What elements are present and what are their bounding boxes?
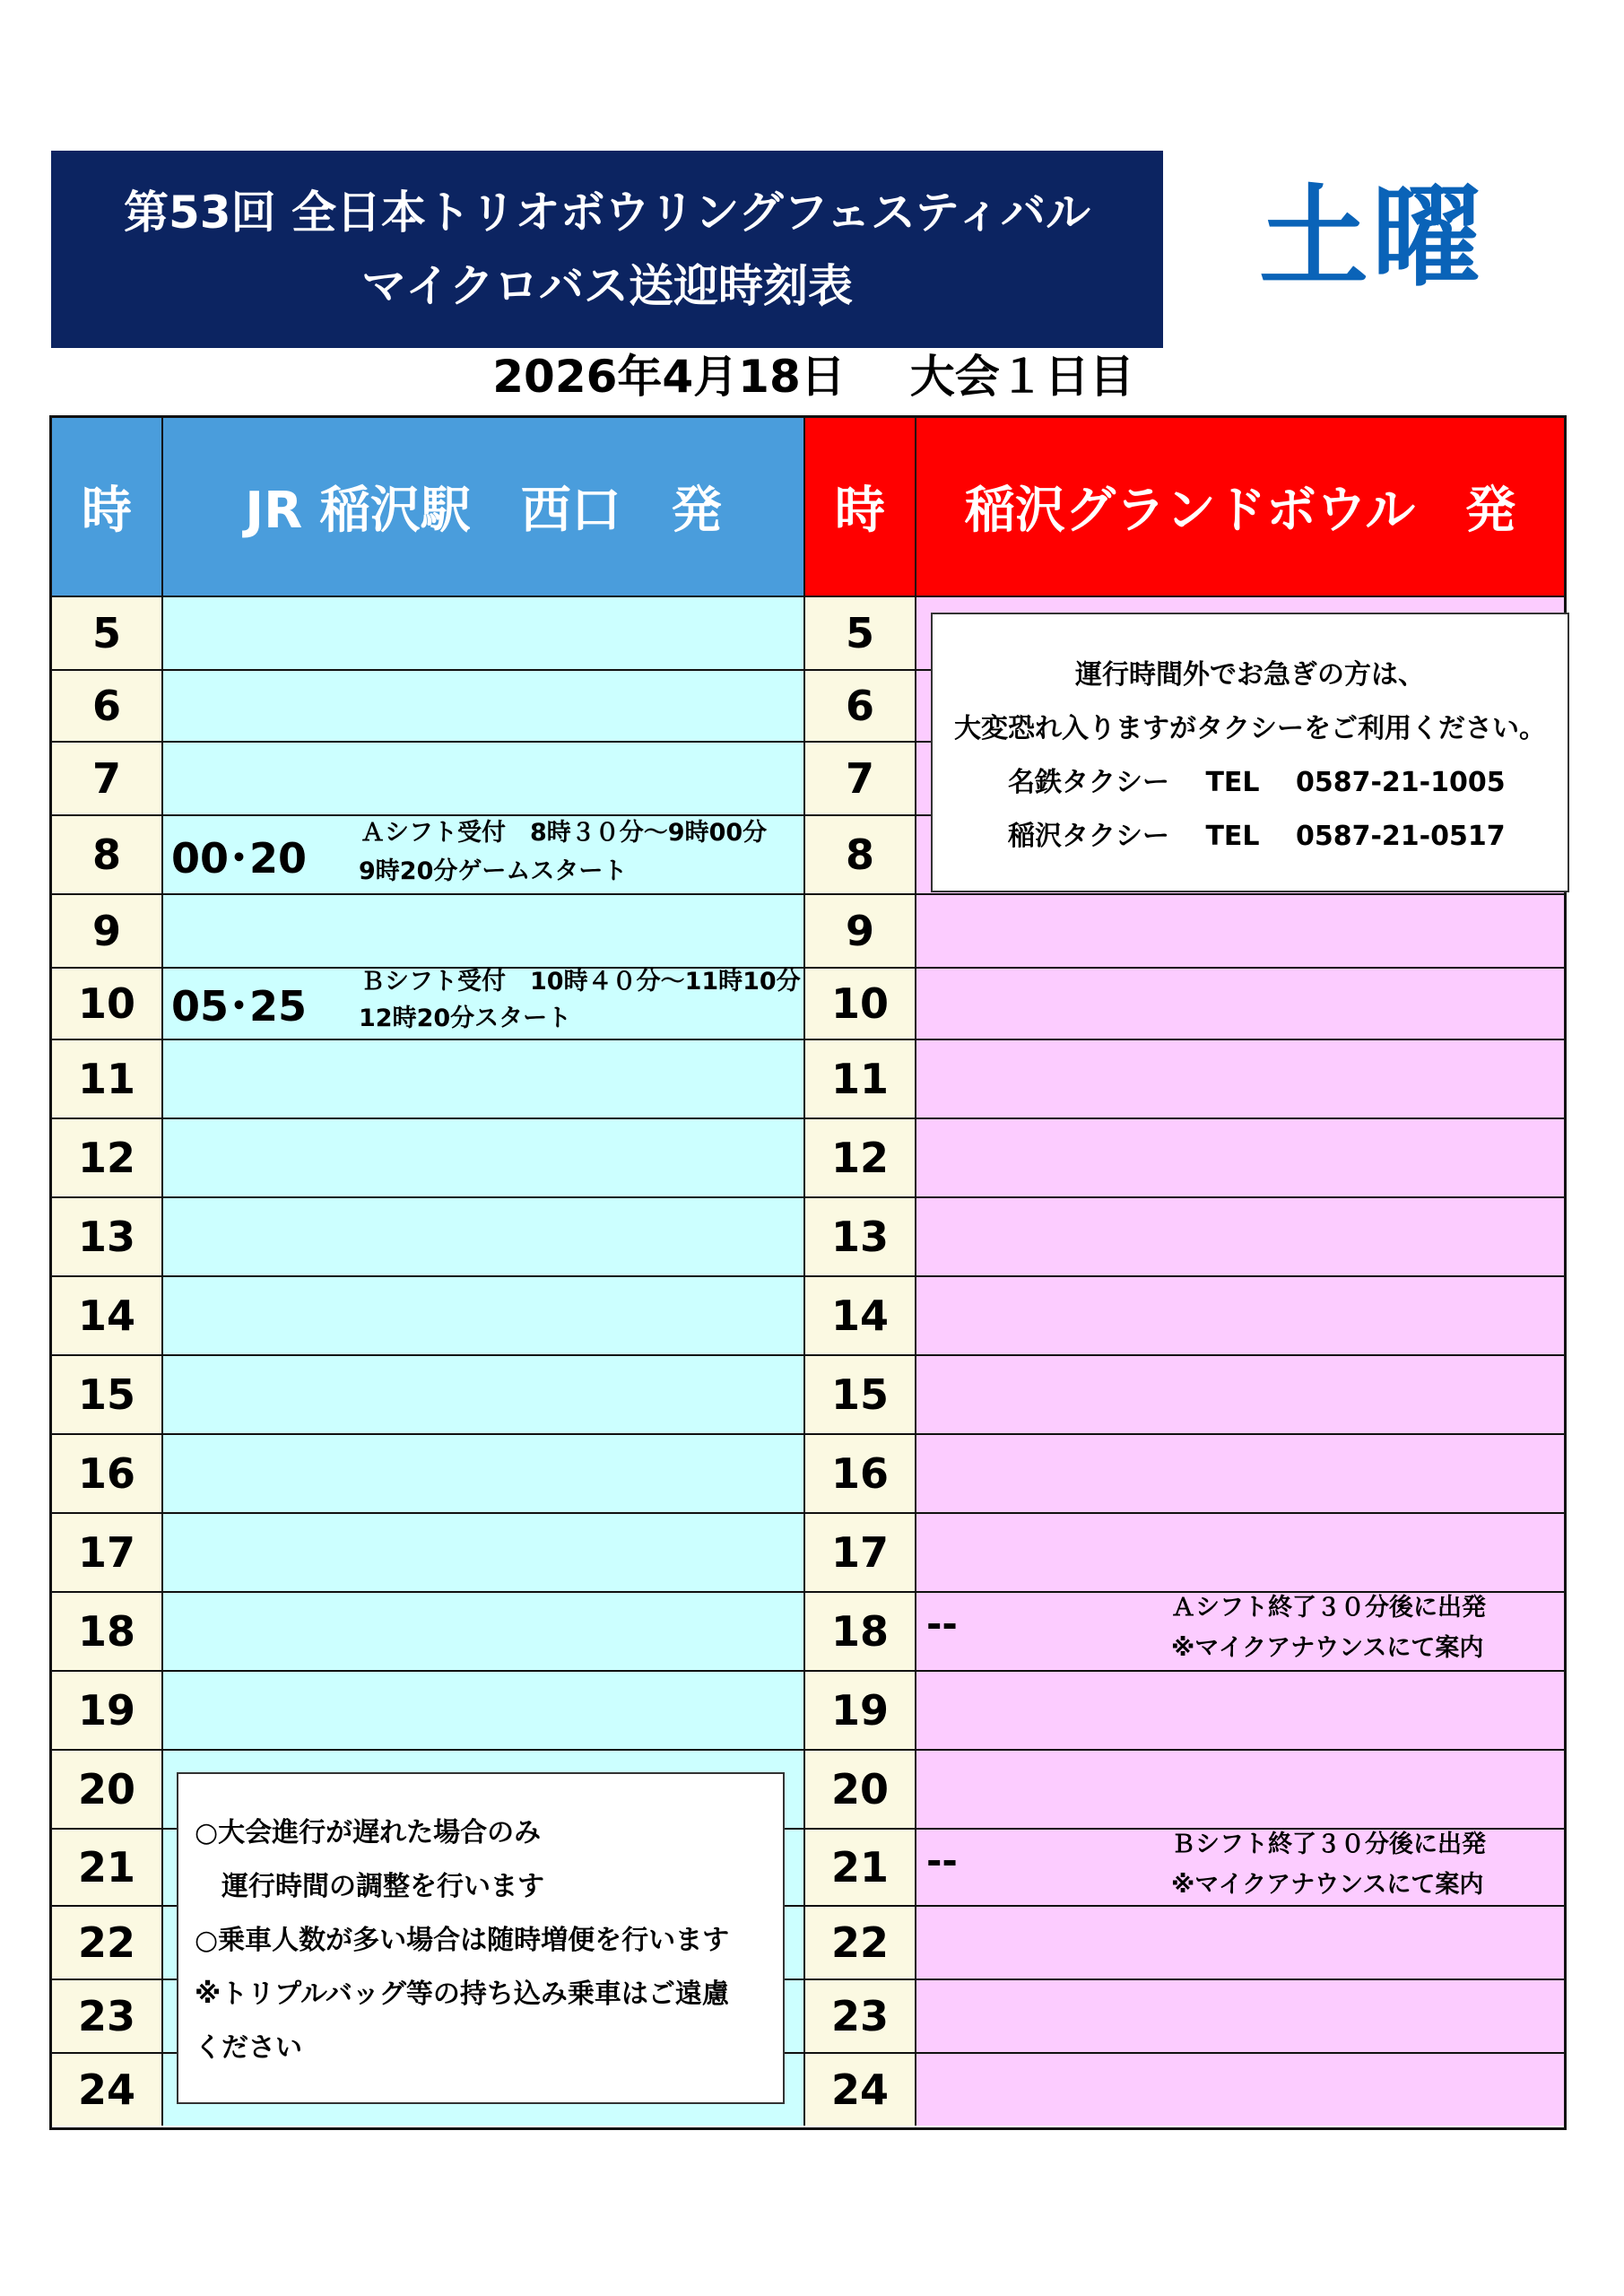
jr-slot-13 — [163, 1198, 805, 1277]
bowl-hour-16: 16 — [805, 1435, 916, 1514]
jr-hour-19: 19 — [52, 1672, 163, 1751]
jr-times-10: 05･25 — [171, 982, 308, 1031]
jr-hour-14: 14 — [52, 1277, 163, 1356]
notice-line-1: ○大会進行が遅れた場合のみ — [195, 1817, 542, 1848]
taxi-line-3: 名鉄タクシー TEL 0587-21-1005 — [1008, 767, 1506, 798]
jr-hour-5: 5 — [52, 597, 163, 671]
bowl-slot-23 — [916, 1980, 1564, 2054]
bowl-note-21-b: ※マイクアナウンスにて案内 — [1171, 1871, 1484, 1899]
bowl-hour-7: 7 — [805, 743, 916, 816]
bowl-slot-15 — [916, 1356, 1564, 1435]
title-line-2: マイクロバス送迎時刻表 — [361, 260, 853, 312]
bowl-slot-14 — [916, 1277, 1564, 1356]
bowl-hour-10: 10 — [805, 969, 916, 1040]
jr-slot-16 — [163, 1435, 805, 1514]
bowl-hour-header: 時 — [805, 418, 916, 597]
bowl-times-18: -- — [926, 1602, 958, 1646]
bowl-hour-11: 11 — [805, 1040, 916, 1119]
bowl-hour-20: 20 — [805, 1751, 916, 1830]
notice-line-2: 運行時間の調整を行います — [195, 1871, 544, 1902]
jr-hour-11: 11 — [52, 1040, 163, 1119]
jr-slot-6 — [163, 671, 805, 743]
bowl-slot-11 — [916, 1040, 1564, 1119]
jr-hour-21: 21 — [52, 1830, 163, 1907]
jr-hour-24: 24 — [52, 2054, 163, 2126]
taxi-line-1: 運行時間外でお急ぎの方は、 — [1075, 659, 1425, 691]
jr-hour-17: 17 — [52, 1514, 163, 1593]
bowl-hour-15: 15 — [805, 1356, 916, 1435]
jr-note-10-a: Ｂシフト受付 10時４０分～11時10分 — [360, 968, 801, 996]
bowl-hour-22: 22 — [805, 1907, 916, 1980]
jr-slot-9 — [163, 895, 805, 969]
bowl-hour-13: 13 — [805, 1198, 916, 1277]
bowl-hour-19: 19 — [805, 1672, 916, 1751]
jr-note-10-b: 12時20分スタート — [359, 1004, 572, 1032]
jr-slot-11 — [163, 1040, 805, 1119]
jr-note-8-a: Ａシフト受付 8時３０分～9時00分 — [360, 819, 768, 847]
bowl-hour-24: 24 — [805, 2054, 916, 2126]
jr-slot-18 — [163, 1593, 805, 1672]
bowl-slot-9 — [916, 895, 1564, 969]
jr-hour-20: 20 — [52, 1751, 163, 1830]
taxi-line-2: 大変恐れ入りますがタクシーをご利用ください。 — [954, 713, 1546, 744]
bowl-hour-18: 18 — [805, 1593, 916, 1672]
bowl-slot-20 — [916, 1751, 1564, 1830]
bowl-note-21-a: Ｂシフト終了３０分後に出発 — [1171, 1831, 1486, 1858]
bowl-hour-21: 21 — [805, 1830, 916, 1907]
jr-hour-16: 16 — [52, 1435, 163, 1514]
bowl-slot-19 — [916, 1672, 1564, 1751]
jr-slot-17 — [163, 1514, 805, 1593]
bowl-hour-23: 23 — [805, 1980, 916, 2054]
jr-hour-9: 9 — [52, 895, 163, 969]
jr-slot-14 — [163, 1277, 805, 1356]
jr-hour-6: 6 — [52, 671, 163, 743]
notice-line-3: ○乗車人数が多い場合は随時増便を行います — [195, 1925, 730, 1956]
bowl-slot-10 — [916, 969, 1564, 1040]
jr-hour-10: 10 — [52, 969, 163, 1040]
bowl-departure-header: 稲沢グランドボウル 発 — [916, 418, 1564, 597]
jr-hour-18: 18 — [52, 1593, 163, 1672]
jr-hour-23: 23 — [52, 1980, 163, 2054]
jr-hour-13: 13 — [52, 1198, 163, 1277]
bowl-note-18-a: Ａシフト終了３０分後に出発 — [1171, 1594, 1486, 1622]
jr-hour-12: 12 — [52, 1119, 163, 1198]
jr-slot-15 — [163, 1356, 805, 1435]
bowl-slot-13 — [916, 1198, 1564, 1277]
notice-line-5: ください — [195, 2032, 302, 2064]
jr-slot-5 — [163, 597, 805, 671]
bowl-hour-12: 12 — [805, 1119, 916, 1198]
bowl-slot-17 — [916, 1514, 1564, 1593]
bowl-slot-12 — [916, 1119, 1564, 1198]
day-of-week-label: 土曜 — [1259, 174, 1485, 301]
bowl-slot-24 — [916, 2054, 1564, 2126]
bowl-hour-14: 14 — [805, 1277, 916, 1356]
jr-slot-7 — [163, 743, 805, 816]
event-day-label: 大会１日目 — [909, 351, 1134, 403]
bowl-slot-16 — [916, 1435, 1564, 1514]
jr-times-8: 00･20 — [171, 834, 308, 883]
bowl-times-21: -- — [926, 1839, 958, 1883]
jr-hour-header: 時 — [52, 418, 163, 597]
notice-box — [177, 1772, 785, 2104]
jr-departure-header: JR 稲沢駅 西口 発 — [163, 418, 805, 597]
jr-note-8-b: 9時20分ゲームスタート — [359, 857, 628, 885]
bowl-hour-6: 6 — [805, 671, 916, 743]
jr-hour-7: 7 — [52, 743, 163, 816]
event-date: 2026年4月18日 — [492, 351, 846, 403]
bowl-hour-8: 8 — [805, 816, 916, 895]
bowl-slot-22 — [916, 1907, 1564, 1980]
jr-slot-12 — [163, 1119, 805, 1198]
notice-line-4: ※トリプルバッグ等の持ち込み乗車はご遠慮 — [195, 1979, 729, 2010]
bowl-hour-5: 5 — [805, 597, 916, 671]
jr-hour-15: 15 — [52, 1356, 163, 1435]
title-banner — [51, 151, 1163, 348]
bowl-hour-17: 17 — [805, 1514, 916, 1593]
jr-slot-19 — [163, 1672, 805, 1751]
date-line — [51, 345, 1576, 408]
jr-hour-8: 8 — [52, 816, 163, 895]
title-line-1: 第53回 全日本トリオボウリングフェスティバル — [124, 187, 1090, 239]
bowl-note-18-b: ※マイクアナウンスにて案内 — [1171, 1634, 1484, 1662]
jr-hour-22: 22 — [52, 1907, 163, 1980]
taxi-info-box — [931, 613, 1569, 892]
bowl-hour-9: 9 — [805, 895, 916, 969]
taxi-line-4: 稲沢タクシー TEL 0587-21-0517 — [1008, 821, 1506, 852]
